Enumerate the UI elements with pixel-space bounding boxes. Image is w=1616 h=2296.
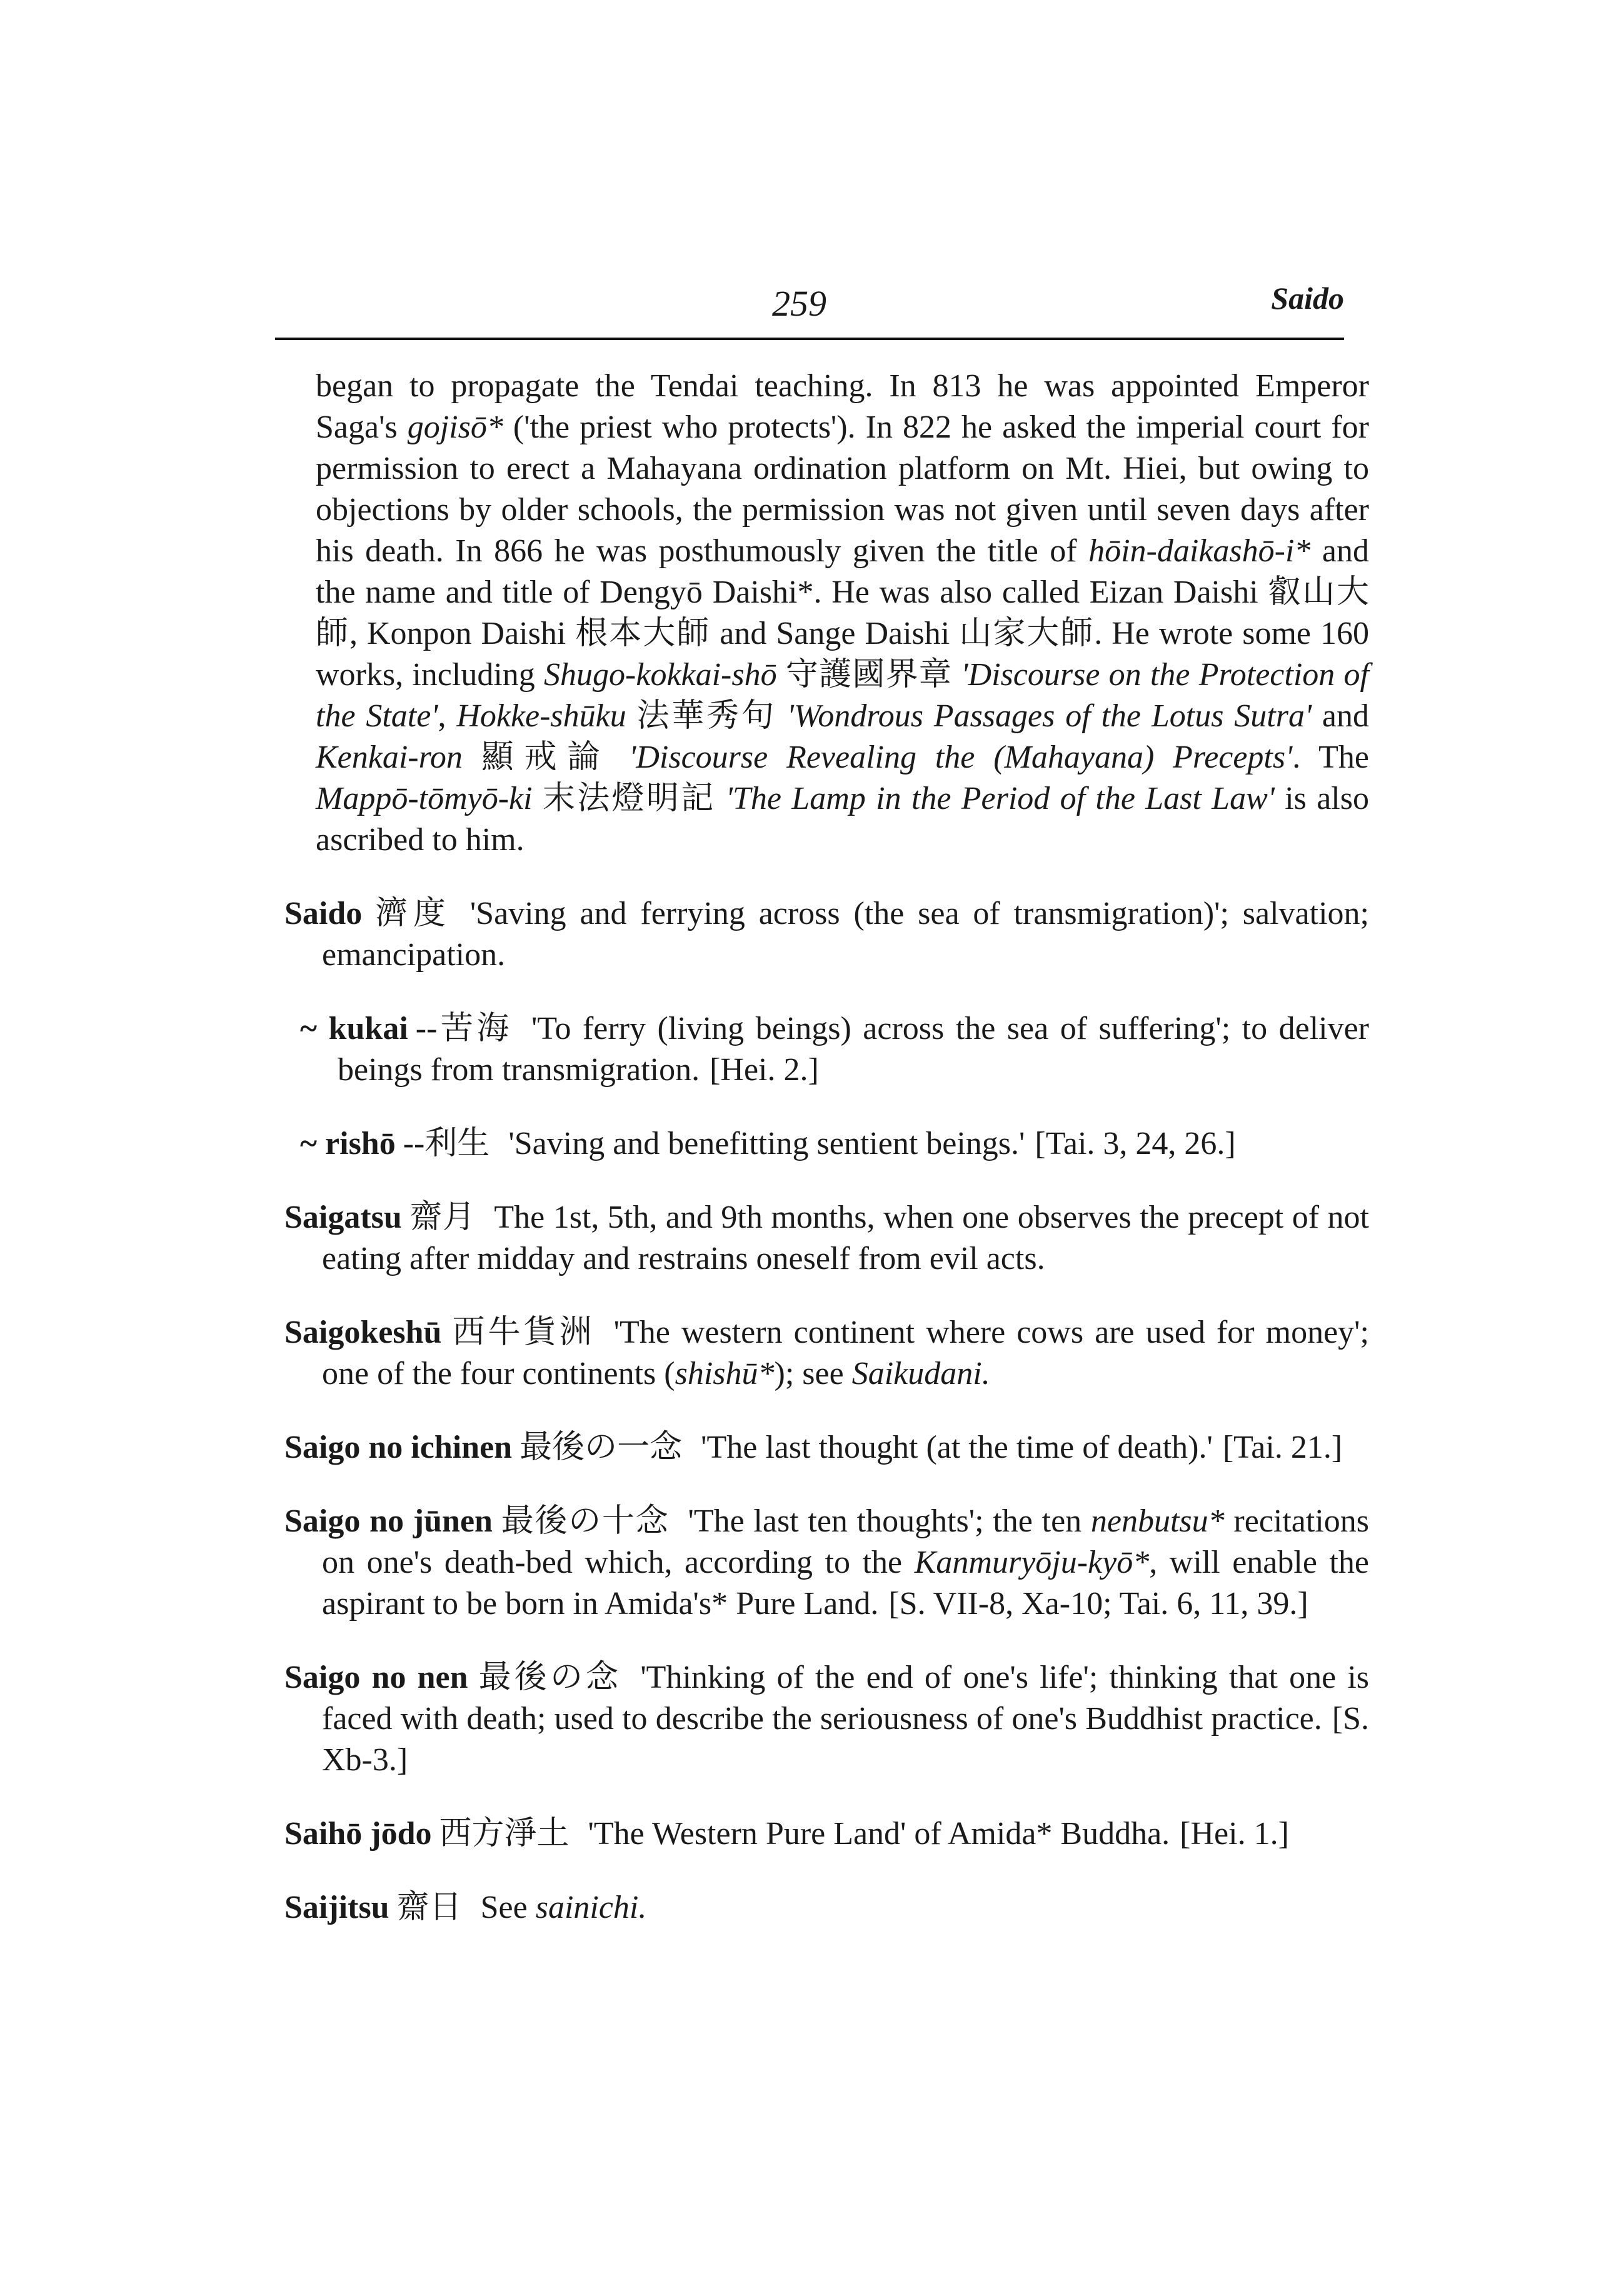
italic-term: gojisō* [407, 409, 503, 445]
text-run: began to propagate the Tendai teaching. In 813 he was appointed Emperor Saga's [316, 368, 1369, 445]
kanji: --苦海 [415, 1011, 513, 1046]
italic-term: Kenkai-ron [316, 739, 463, 775]
text-run: 'Saving and benefitting sentient beings.' [508, 1126, 1025, 1161]
dictionary-body [284, 366, 1369, 1940]
text-run: 'To ferry (living beings) across the sea of suffering'; to deliver beings from transmigration. [338, 1011, 1369, 1088]
headword: Saigokeshū [284, 1315, 442, 1350]
kanji: 最後の念 [475, 1660, 622, 1695]
citation: [Hei. 2.] [710, 1052, 819, 1088]
entry-saido-kukai [300, 1008, 1369, 1091]
italic-term: shishū* [675, 1356, 775, 1391]
page-header [275, 269, 1344, 340]
text-run: recitations on one's death-bed which, according to the [322, 1503, 1370, 1580]
citation: [Hei. 1.] [1180, 1816, 1289, 1852]
text-run: 顯戒論 [462, 739, 630, 775]
kanji: 最後の十念 [499, 1503, 670, 1539]
text-run: 'The last thought (at the time of death).' [701, 1430, 1213, 1465]
italic-term: Saikudani. [851, 1356, 990, 1391]
kanji: 濟度 [369, 896, 451, 931]
entry-saijitsu [284, 1887, 1369, 1928]
entry-saido [284, 893, 1369, 976]
entry-saigokeshu [284, 1312, 1369, 1395]
entry-saiho-jodo [284, 1813, 1369, 1855]
citation: [S. Xb-3.] [322, 1701, 1369, 1778]
headword: Saihō jōdo [284, 1816, 432, 1852]
headword: ~ rishō [300, 1126, 396, 1161]
italic-term: 'Wondrous Passages of the Lotus Sutra' [786, 698, 1312, 734]
text-run: 'The western continent where cows are used for money'; one of the four continents ( [322, 1315, 1369, 1391]
text-run: The 1st, 5th, and 9th months, when one observes the precept of not eating after midday and restrains oneself from evil acts. [322, 1200, 1369, 1276]
headword: Saigatsu [284, 1200, 402, 1235]
italic-term: sainichi. [535, 1890, 647, 1925]
headword: Saigo no ichinen [284, 1430, 513, 1465]
text-run: and the name and title of Dengyō Daishi*. He was also called Eizan Daishi 叡山大師, Konpon Daishi 根本大師 and Sange Daishi 山家大師. He wrote some 160 works, including [316, 533, 1369, 693]
citation: [Tai. 21.] [1222, 1430, 1343, 1465]
text-run: 守護國界章 [776, 657, 961, 693]
text-run: . The [1292, 739, 1369, 775]
entry-saido-risho [300, 1123, 1369, 1165]
headword: Saigo no jūnen [284, 1503, 493, 1539]
headword: ~ kukai [300, 1011, 408, 1046]
italic-term: nenbutsu* [1090, 1503, 1225, 1539]
text-run: 'Saving and ferrying across (the sea of transmigration)'; salvation; emancipation. [322, 896, 1369, 973]
headword: Saigo no nen [284, 1660, 468, 1695]
kanji: 最後の一念 [519, 1430, 683, 1465]
headword: Saijitsu [284, 1890, 389, 1925]
entry-saigo-no-nen [284, 1657, 1369, 1781]
text-run: and [1312, 698, 1369, 734]
entry-saigo-no-junen [284, 1501, 1369, 1625]
kanji: 齋月 [409, 1200, 476, 1235]
citation: [Tai. 3, 24, 26.] [1035, 1126, 1236, 1161]
kanji: --利生 [403, 1126, 490, 1161]
text-run: 'The last ten thoughts'; the ten [688, 1503, 1091, 1539]
citation: [S. VII-8, Xa-10; Tai. 6, 11, 39.] [888, 1586, 1308, 1622]
italic-term: 'Discourse on the Protection of the State' [316, 657, 1369, 734]
entry-list [284, 893, 1369, 1928]
text-run: See [480, 1890, 536, 1925]
text-run: ); see [774, 1356, 852, 1391]
headword: Saido [284, 896, 363, 931]
text-run: 法華秀句 [626, 698, 787, 734]
italic-term: Hokke-shūku [456, 698, 626, 734]
text-run: 'The Western Pure Land' of Amida* Buddha. [588, 1816, 1170, 1852]
entry-saigatsu [284, 1197, 1369, 1280]
kanji: 西牛貨洲 [449, 1315, 595, 1350]
entry-saigo-no-ichinen [284, 1427, 1369, 1468]
italic-term: Kanmuryōju-kyō* [914, 1545, 1150, 1580]
text-run: ('the priest who protects'). In 822 he asked the imperial court for permission to erect a Mahayana ordination platform on Mt. Hiei, but owing to objections by older schools, the permission was not given until seven days after his death. In 866 he was posthumously given the title of [316, 409, 1369, 569]
text-run: , [438, 698, 457, 734]
text-run: 'Thinking of the end of one's life'; thinking that one is faced with death; used to describe the seriousness of one's Buddhist practice. [322, 1660, 1369, 1737]
page-number: 259 [772, 283, 826, 324]
italic-term: hōin-daikashō-i* [1088, 533, 1311, 569]
kanji: 齋日 [396, 1890, 462, 1925]
continuation-paragraph [316, 366, 1369, 861]
text-run: , will enable the aspirant to be born in Amida's* Pure Land. [322, 1545, 1370, 1622]
italic-term: 'The Lamp in the Period of the Last Law' [725, 781, 1275, 816]
text-run: is also ascribed to him. [316, 781, 1369, 858]
running-head: Saido [1271, 281, 1344, 316]
text-run: 末法燈明記 [532, 781, 726, 816]
italic-term: Mappō-tōmyō-ki [316, 781, 533, 816]
kanji: 西方淨土 [439, 1816, 570, 1852]
italic-term: Shugo-kokkai-shō [544, 657, 777, 693]
italic-term: 'Discourse Revealing the (Mahayana) Precepts' [629, 739, 1293, 775]
